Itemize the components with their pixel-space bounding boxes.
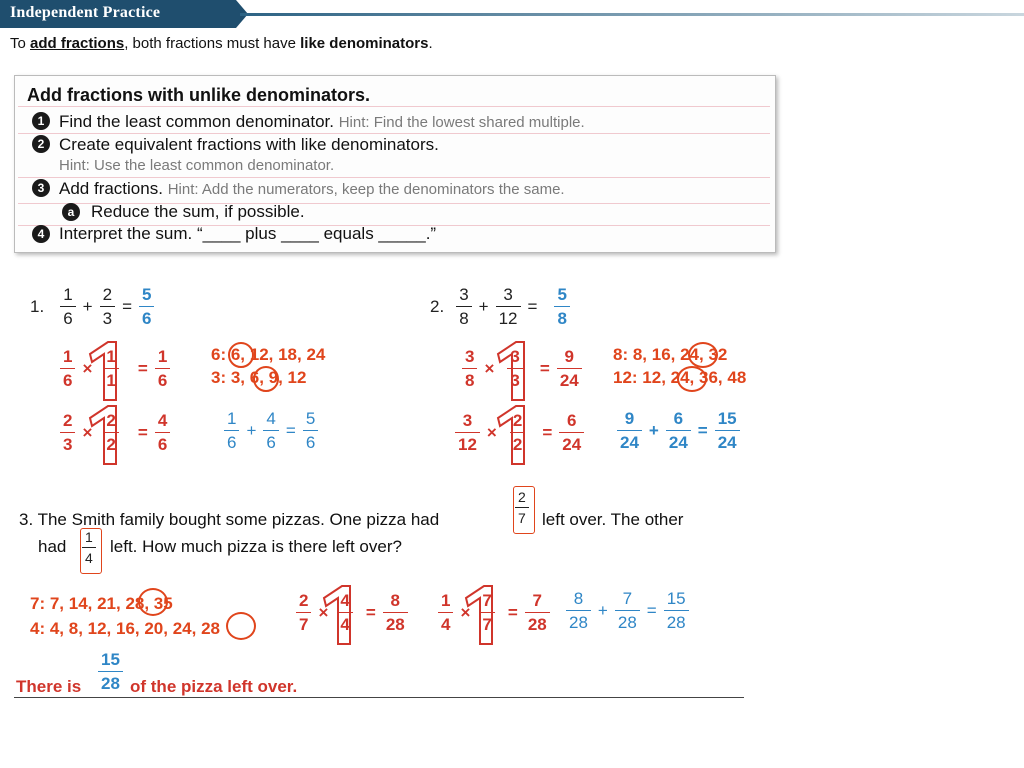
answer-start: There is xyxy=(16,677,82,696)
header-title: Independent Practice xyxy=(10,4,161,21)
lcd-circle xyxy=(688,342,718,368)
problem-3-line-2-end: left. How much pizza is there left over? xyxy=(110,537,402,556)
problem-1-equiv-2: $\frac{2}{3}$ × $\frac{2}{2}$ = $\frac{4}{6}$ xyxy=(60,412,170,453)
ruled-line xyxy=(18,133,770,134)
problem-2-equiv-1: $\frac{3}{8}$ × $\frac{3}{3}$ = $\frac{9}{24}$ xyxy=(462,348,582,389)
term-add-fractions: add fractions xyxy=(30,35,125,52)
step-4: Interpret the sum. “____ plus ____ equals _____.” xyxy=(59,224,437,243)
fraction-highlight-box xyxy=(80,528,102,574)
step-3-hint: Hint: Add the numerators, keep the denominators the same. xyxy=(167,181,565,198)
step-1: Find the least common denominator. Hint: Find the lowest shared multiple. xyxy=(59,112,585,131)
term-like-denominators: like denominators xyxy=(300,35,429,52)
problem-2-equation: 2. 3 8 + $\frac{3}{12}$ = $\frac{5}{8}$ xyxy=(430,286,570,327)
problem-1-equation: 1. 1 6 + $\frac{2}{3}$ = $\frac{5}{6}$ xyxy=(30,286,154,327)
step-badge: 3 xyxy=(32,179,50,197)
problem-3-fraction-b: 1 4 xyxy=(82,530,96,565)
problem-3-sum: 8 28 + $\frac{7}{28}$ = $\frac{15}{28}$ xyxy=(566,590,689,631)
header-rule xyxy=(240,13,1024,16)
problem-2-equiv-2: $\frac{3}{12}$ × $\frac{2}{2}$ = $\frac{6}{24}$ xyxy=(455,412,584,453)
problem-3-line-1: 3. The Smith family bought some pizzas. One pizza had xyxy=(19,510,440,529)
problem-3-equiv-2: $\frac{1}{4}$ × $\frac{7}{7}$ = $\frac{7}{28}$ xyxy=(438,592,550,633)
problem-3-equiv-1: $\frac{2}{7}$ × $\frac{4}{4}$ = $\frac{8}{28}$ xyxy=(296,592,408,633)
problem-3-line-1-end: left over. The other xyxy=(542,510,684,529)
problem-3-fraction-a: 2 7 xyxy=(515,490,529,525)
problem-1-multiples: 6: 6, 12, 18, 24 3: 3, 6, 9, 12 xyxy=(211,345,326,387)
lcd-circle xyxy=(677,366,707,392)
problem-3-multiples: 7: 7, 14, 21, 28, 35 4: 4, 8, 12, 16, 20, 24, 28 xyxy=(30,594,220,638)
problem-1-answer: $\frac{5}{6}$ xyxy=(139,286,154,327)
step-1-hint: Hint: Find the lowest shared multiple. xyxy=(338,114,585,131)
problem-2-answer: $\frac{5}{8}$ xyxy=(554,286,569,327)
problem-1-sum: 1 6 + $\frac{4}{6}$ = $\frac{5}{6}$ xyxy=(224,410,318,451)
problem-3-line-2-start: had xyxy=(38,537,67,556)
ruled-line xyxy=(18,177,770,178)
ruled-line xyxy=(18,106,770,107)
step-badge: 4 xyxy=(32,225,50,243)
step-3a: Reduce the sum, if possible. xyxy=(91,202,305,221)
step-badge: 2 xyxy=(32,135,50,153)
answer-end: of the pizza left over. xyxy=(130,677,298,696)
problem-2-label: 2. xyxy=(430,296,445,316)
lcd-circle xyxy=(138,588,168,616)
step-3: Add fractions. Hint: Add the numerators, keep the denominators the same. xyxy=(59,179,565,198)
answer-fraction: 15 28 xyxy=(98,651,123,692)
answer-line xyxy=(14,697,744,698)
step-2: Create equivalent fractions with like denominators. xyxy=(59,135,439,154)
problem-1-equiv-1: $\frac{1}{6}$ × $\frac{1}{1}$ = $\frac{1}{6}$ xyxy=(60,348,170,389)
step-2-hint: Hint: Use the least common denominator. xyxy=(59,157,335,174)
step-badge: a xyxy=(62,203,80,221)
problem-1-label: 1. xyxy=(30,296,45,316)
fraction-highlight-box xyxy=(513,486,535,534)
step-badge: 1 xyxy=(32,112,50,130)
lcd-circle xyxy=(226,612,256,640)
lcd-circle xyxy=(253,366,279,392)
problem-2-sum: 9 24 + $\frac{6}{24}$ = $\frac{15}{24}$ xyxy=(617,410,740,451)
steps-title: Add fractions with unlike denominators. xyxy=(27,85,371,105)
lcd-circle xyxy=(228,342,254,368)
problem-2-multiples: 8: 8, 16, 24, 32 12: 12, 24, 36, 48 xyxy=(613,345,747,387)
intro-sentence: To add fractions, both fractions must have like denominators. xyxy=(10,35,433,52)
